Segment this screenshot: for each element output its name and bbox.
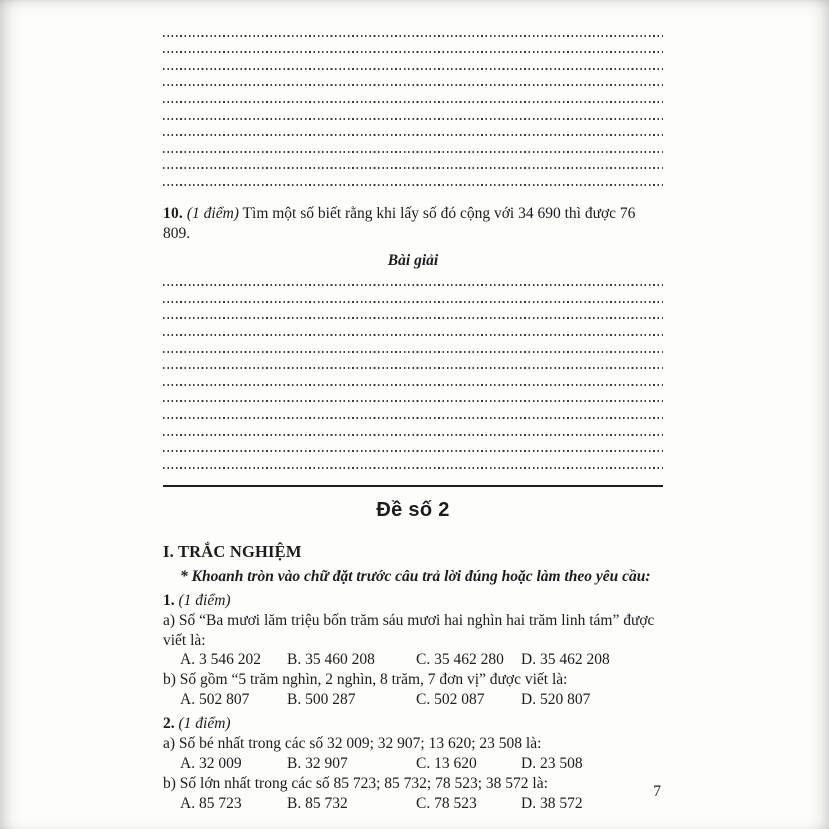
answer-dotted-line [163, 134, 663, 136]
question-2a-options [163, 754, 663, 774]
option-d: D. 38 572 [521, 794, 583, 812]
question-10-number: 10. [163, 204, 183, 222]
section-1-title: I. TRẮC NGHIỆM [163, 541, 302, 561]
question-2b-text: b) Số lớn nhất trong các số 85 723; 85 732; 78 523; 38 572 là: [163, 775, 548, 793]
answer-dotted-line [163, 101, 663, 103]
answer-dotted-line [163, 417, 663, 419]
section-divider [163, 485, 663, 487]
question-1b-options [163, 690, 663, 710]
answer-dotted-line [163, 301, 663, 303]
option-a: A. 85 723 [180, 794, 242, 812]
answer-dotted-line [163, 400, 663, 402]
option-a: A. 502 807 [180, 691, 250, 709]
question-10-text: Tìm một số biết rằng khi lấy số đó cộng với 34 690 thì được 76 809. [163, 204, 636, 242]
question-1-number: 1. [163, 591, 175, 609]
question-2b-options [163, 794, 663, 814]
option-d: D. 520 807 [521, 691, 591, 709]
question-10 [163, 204, 663, 244]
answer-dotted-line [163, 118, 663, 120]
answer-dotted-line [163, 434, 663, 436]
answer-dotted-line [163, 284, 663, 286]
option-c: C. 35 462 280 [416, 651, 504, 669]
answer-dotted-line [163, 151, 663, 153]
option-b: B. 32 907 [287, 755, 348, 773]
exam-title: Đề số 2 [376, 498, 450, 521]
option-a: A. 32 009 [180, 755, 242, 773]
question-1-header [163, 591, 663, 611]
answer-dotted-line [163, 367, 663, 369]
answer-dotted-line [163, 68, 663, 70]
option-a: A. 3 546 202 [180, 651, 261, 669]
question-1a-text: a) Số “Ba mươi lăm triệu bốn trăm sáu mươi hai nghìn hai trăm linh tám” được viết là: [163, 612, 655, 649]
option-d: D. 23 508 [521, 755, 583, 773]
question-10-points: (1 điểm) [186, 204, 239, 222]
option-b: B. 500 287 [287, 691, 356, 709]
answer-dotted-line [163, 334, 663, 336]
answer-lines-solution [163, 284, 663, 469]
question-2-number: 2. [163, 715, 175, 733]
question-1b-text: b) Số gồm “5 trăm nghìn, 2 nghìn, 8 trăm, 7 đơn vị” được viết là: [163, 671, 568, 689]
answer-dotted-line [163, 35, 663, 37]
question-1-points: (1 điểm) [178, 591, 231, 609]
question-2a-text: a) Số bé nhất trong các số 32 009; 32 907; 13 620; 23 508 là: [163, 735, 542, 753]
page-content [163, 0, 663, 814]
option-d: D. 35 462 208 [521, 651, 610, 669]
answer-dotted-line [163, 167, 663, 169]
instruction-text: * Khoanh tròn vào chữ đặt trước câu trả lời đúng hoặc làm theo yêu cầu: [180, 567, 651, 585]
option-b: B. 35 460 208 [287, 651, 375, 669]
answer-dotted-line [163, 351, 663, 353]
option-b: B. 85 732 [287, 794, 348, 812]
option-c: C. 78 523 [416, 794, 477, 812]
option-c: C. 13 620 [416, 755, 477, 773]
page-number: 7 [653, 783, 661, 800]
solution-label: Bài giải [387, 251, 439, 269]
answer-dotted-line [163, 317, 663, 319]
answer-dotted-line [163, 467, 663, 469]
answer-lines-top [163, 35, 663, 186]
answer-dotted-line [163, 184, 663, 186]
question-2-points: (1 điểm) [178, 715, 231, 733]
answer-dotted-line [163, 51, 663, 53]
question-2-header [163, 714, 663, 734]
question-1a-options [163, 650, 663, 670]
option-c: C. 502 087 [416, 691, 485, 709]
answer-dotted-line [163, 384, 663, 386]
answer-dotted-line [163, 450, 663, 452]
answer-dotted-line [163, 84, 663, 86]
